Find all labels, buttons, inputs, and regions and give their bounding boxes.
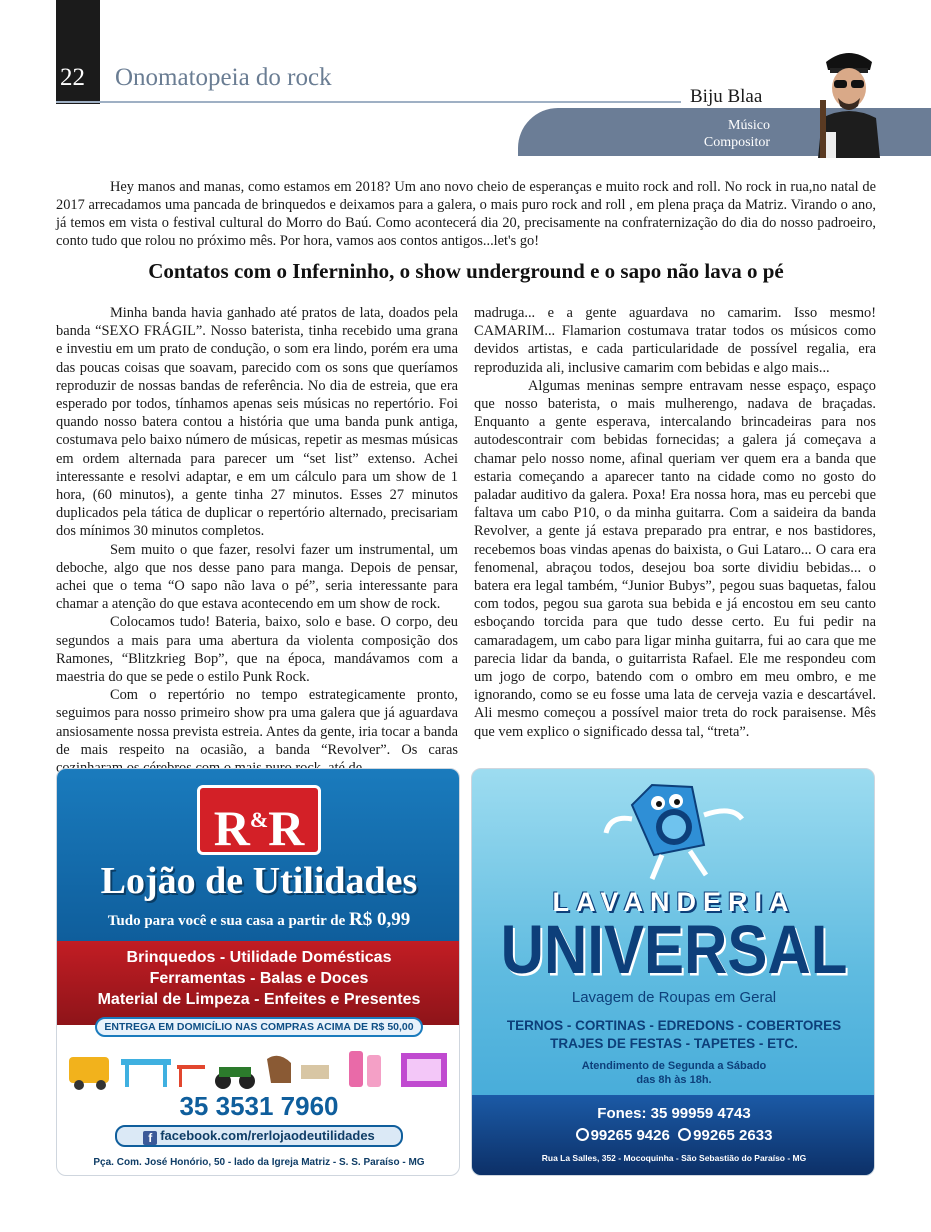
article-headline: Contatos com o Inferninho, o show underground e o sapo não lava o pé (148, 259, 784, 283)
ad-subtitle: Lavagem de Roupas em Geral (571, 989, 777, 1006)
ad-tagline (57, 909, 460, 931)
article-column-left (56, 304, 458, 777)
logo-letter: R (268, 800, 305, 856)
ad-lojao-de-utilidades[interactable] (56, 768, 460, 1176)
header-divider (56, 101, 681, 103)
page-number: 22 (60, 64, 85, 91)
product-line: Ferramentas - Balas e Doces (149, 970, 369, 987)
author-name: Biju Blaa (690, 86, 763, 107)
ad-phone[interactable]: 35 3531 7960 (179, 1091, 339, 1121)
article-column-right (474, 304, 876, 741)
author-role-composer: Compositor (703, 135, 770, 150)
logo-ampersand: & (249, 807, 269, 832)
paragraph: Sem muito o que fazer, resolvi fazer um instrumental, um deboche, algo que nos desse pano para manga. Depois de pensar, achei que o tema “O sapo não lava o pé”, seria interessante para chamar a atenção do que estava acontecendo em um show de rock. (56, 541, 458, 613)
whatsapp-phones[interactable] (472, 1127, 875, 1144)
ad-address: Rua La Salles, 352 - Mocoquinha - São Sebastião do Paraíso - MG (541, 1153, 807, 1163)
tagline-text: Tudo para você e sua casa a partir de (107, 913, 346, 929)
service-line: TERNOS - CORTINAS - EDREDONS - COBERTORES (506, 1018, 842, 1033)
service-line: TRAJES DE FESTAS - TAPETES - ETC. (550, 1036, 798, 1051)
author-photo (800, 40, 898, 158)
services-list (472, 1017, 875, 1053)
product-line: Brinquedos - Utilidade Domésticas (126, 949, 392, 966)
mascot-icon (592, 775, 752, 885)
paragraph: Com o repertório no tempo estrategicamente pronto, seguimos para nosso primeiro show pra uma galera que já aguardava ansiosamente nossa prevista estreia. Antes da gente, iria tocar a banda de mais respeito na ocasião, a banda “Revolver”. Os caras (56, 687, 458, 758)
whatsapp-icon (576, 1128, 589, 1141)
opening-hours (472, 1059, 875, 1087)
hours-line: Atendimento de Segunda a Sábado (581, 1060, 767, 1072)
rr-logo (197, 785, 321, 855)
paragraph: Algumas meninas sempre entravam nesse espaço, espaço que nosso baterista, o mais mulherengo, nadava de braçadas. Enquanto a gente esperava, intercalando brincadeiras para nos autodescontrair com bebidas fornecidas; a galera já começava a chamar pelo nosso nome, afinal queriam ver quem era a banda que estaria começando a aparecer tanto na cidade como no gosto do paladar auditivo da galera. Poxa! Era nossa hora, mas eu percebi que faltava um cabo P10, o da minha guitarra. Com a saideira da banda Revolver, a gente já estava preparado pra entrar, e nos bastidores, recebemos boas vindas apenas do baixista, o Gui Lataro... O cara era fenomenal, abraçou todos, desejou boa sorte dividiu bebidas... o batera era legal também, “Junior Bubys”, pegou suas baquetas, falou com todos, pegou sua garota sua bebida e já encostou em seu canto esboçando torcida para que tudo desse certo. Eu fui pedir na camaradagem, um cabo para ligar minha guitarra, fui ao cara que me parecia lidar da banda, o guitarrista Rafael. Ele me respondeu com um jogo de corpo, batendo com o ombro em meu ombro, e me ignorando, como se eu fosse uma lata de cerveja vazia e descartável. Ali mesmo começou a possível maior treta do rock paraisense. Mês que vem explico o significado dessa tal, “treta”. (474, 377, 876, 740)
paragraph: Colocamos tudo! Bateria, baixo, solo e base. O corpo, deu segundos a mais para uma abertura da violenta composição dos Ramones, “Blitzkrieg Bop”, que na época, mandávamos com a maestria do que se pede o estilo Punk Rock. (56, 614, 458, 686)
ad-address: Pça. Com. José Honório, 50 - lado da Igreja Matriz - S. S. Paraíso - MG (93, 1157, 425, 1168)
whatsapp-icon (678, 1128, 691, 1141)
product-line: Material de Limpeza - Enfeites e Presentes (97, 991, 421, 1008)
ad-title-top: LAVANDERIA (552, 887, 796, 917)
hours-line: das 8h às 18h. (636, 1074, 712, 1086)
author-role-musician: Músico (728, 118, 770, 133)
facebook-url: facebook.com/rerlojaodeutilidades (160, 1128, 375, 1143)
facebook-link[interactable] (115, 1125, 403, 1147)
toys-illustration (65, 1045, 453, 1091)
ad-title: Lojão de Utilidades (100, 860, 418, 902)
facebook-icon: f (143, 1131, 157, 1145)
ad-title-main: UNIVERSAL (500, 910, 848, 989)
product-list (57, 947, 460, 1010)
paragraph: Minha banda havia ganhado até pratos de lata, doados pela banda “SEXO FRÁGIL”. Nosso baterista, tinha recebido uma grana e investiu em um prato de condução, o som era lindo, porém era uma das poucas coisas que soavam, parecido com os sons que queríamos reproduzir de nossas bandas de referência. No dia de estreia, que era esperado por todos, tínhamos apenas seis músicas no repertório. Foi quando nosso batera contou a história que uma banda punk antiga, costumava pelo baixo número de músicas, repetir as mesmas músicas em ordem alternada para parecer um “set list” extenso. Achei interessante e resolvi adaptar, e em um cálculo para um show de 1 hora, (60 minutos), a gente tinha 27 minutos. Esses 27 minutos duplicados pela tática de duplicar o repertório alternado, precisariam dos mínimos 30 minutos completos. (56, 305, 458, 540)
ad-phone[interactable]: Fones: 35 99959 4743 (597, 1105, 751, 1122)
ad-lavanderia-universal[interactable] (471, 768, 875, 1176)
author-role (690, 117, 770, 151)
paragraph: madruga... e a gente aguardava no camarim. Isso mesmo! CAMARIM... Flamarion costumava tratar todos os músicos como devidos artistas, e cada particularidade de possível regalia, era reproduzida ali, inclusive camarim com bebidas e algo mais... (474, 305, 876, 376)
whatsapp-number: 99265 9426 (590, 1127, 670, 1144)
logo-letter: R (213, 800, 250, 856)
section-title: Onomatopeia do rock (115, 64, 332, 91)
whatsapp-number: 99265 2633 (693, 1127, 773, 1144)
price: R$ 0,99 (349, 909, 411, 930)
delivery-banner: ENTREGA EM DOMICÍLIO NAS COMPRAS ACIMA DE R$ 50,00 (95, 1017, 423, 1037)
intro-paragraph: Hey manos and manas, como estamos em 2018? Um ano novo cheio de esperanças e muito rock and roll. No rock in rua,no natal de 2017 arrecadamos uma pancada de brinquedos e deixamos para a galera, o mais puro rock and roll , em plena praça da Matriz. Virando o ano, já temos em vista o festival cultural do Morro do Baú. Como acontecerá dia 20, precisamente na confraternização do dia do nosso padroeiro, conto tudo que rolou no próximo mês. Por hora, vamos aos contos antigos...let's go! (56, 179, 876, 249)
